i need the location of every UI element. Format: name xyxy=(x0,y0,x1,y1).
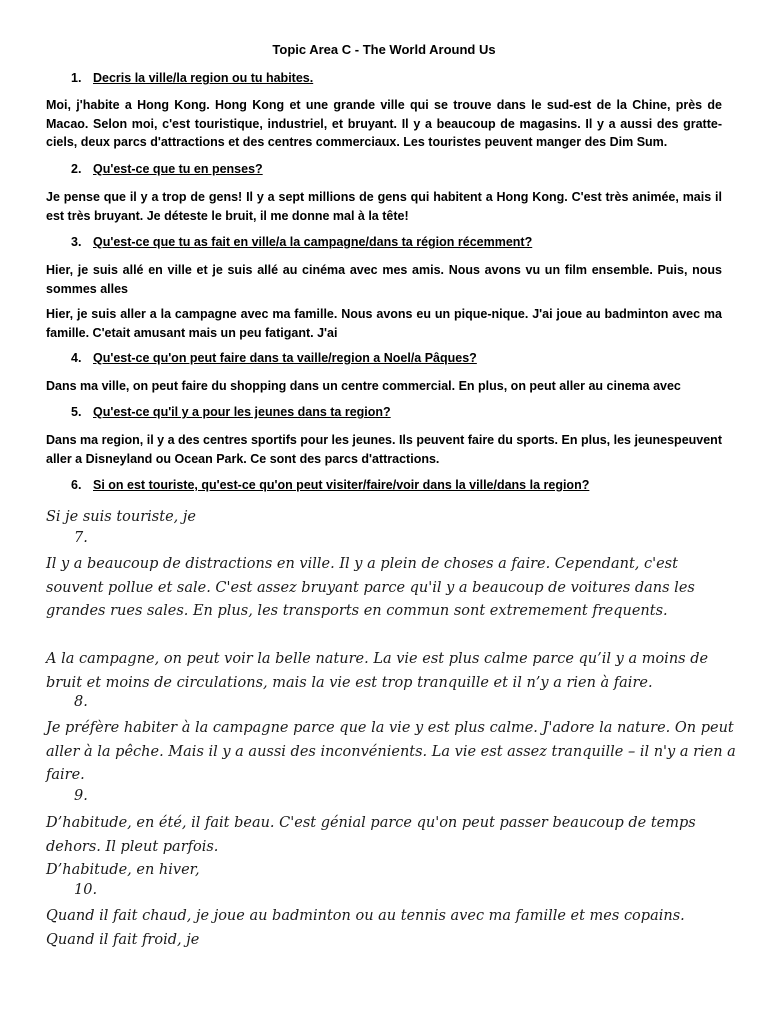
question-text: Qu'est-ce qu'il y a pour les jeunes dans ta region? xyxy=(93,405,391,419)
question-number: 2. xyxy=(71,162,82,176)
handwritten-number-7: 7. xyxy=(74,530,88,546)
handwritten-number-9: 9. xyxy=(74,788,88,804)
question-text: Qu'est-ce qu'on peut faire dans ta vaille/region a Noel/a Pâques? xyxy=(93,351,477,365)
question-text: Decris la ville/la region ou tu habites. xyxy=(93,71,314,85)
answer-4: Dans ma ville, on peut faire du shopping dans un centre commercial. En plus, on peut aller au cinema avec xyxy=(46,379,681,393)
handwritten-answer-9-paragraph-2: D’habitude, en hiver, xyxy=(46,862,200,878)
page-title: Topic Area C - The World Around Us xyxy=(272,42,496,57)
handwritten-answer-7-paragraph-2: A la campagne, on peut voir la belle nature. La vie est plus calme parce qu’il y a moins de bruit et moins de circulations, mais la vie est trop tranquille et il n’y a rien à faire. xyxy=(46,651,709,691)
handwritten-answer-7-paragraph-1: Il y a beaucoup de distractions en ville. Il y a plein de choses a faire. Cependant, c'est souvent pollue et sale. C'est assez bruyant parce qu'il y a beaucoup de voitures dans les grandes rues sales. En plus, les transports en commun sont extremement frequents. xyxy=(46,556,695,619)
answer-3-paragraph-2: Hier, je suis aller a la campagne avec ma famille. Nous avons eu un pique-nique. J'ai joue au badminton avec ma famille. C'etait amusant mais un peu fatigant. J'ai xyxy=(46,307,722,340)
question-6 xyxy=(71,478,589,492)
question-5 xyxy=(71,405,391,419)
question-2 xyxy=(71,162,263,176)
answer-3-paragraph-1: Hier, je suis allé en ville et je suis allé au cinéma avec mes amis. Nous avons vu un film ensemble. Puis, nous sommes alles xyxy=(46,263,722,296)
question-3 xyxy=(71,235,532,249)
question-4 xyxy=(71,351,477,365)
answer-2: Je pense que il y a trop de gens! Il y a sept millions de gens qui habitent a Hong Kong. C'est très animée, mais il est très bruyant. Je déteste le bruit, il me donne mal à la tête! xyxy=(46,190,722,223)
question-text: Qu'est-ce que tu en penses? xyxy=(93,162,263,176)
handwritten-number-10: 10. xyxy=(74,882,98,898)
question-number: 3. xyxy=(71,235,82,249)
handwritten-answer-8: Je préfère habiter à la campagne parce que la vie y est plus calme. J'adore la nature. On peut aller à la pêche. Mais il y a aussi des inconvénients. La vie est assez tranquille – il n'y a rien a faire. xyxy=(46,720,736,783)
handwritten-answer-9-paragraph-1: D’habitude, en été, il fait beau. C'est génial parce qu'on peut passer beaucoup de temps dehors. Il pleut parfois. xyxy=(46,815,696,855)
question-number: 5. xyxy=(71,405,82,419)
handwritten-answer-10: Quand il fait chaud, je joue au badminton ou au tennis avec ma famille et mes copains. Quand il fait froid, je xyxy=(46,908,685,948)
question-1 xyxy=(71,71,313,85)
question-number: 1. xyxy=(71,71,82,85)
answer-1: Moi, j'habite a Hong Kong. Hong Kong et une grande ville qui se trouve dans le sud-est de la Chine, près de Macao. Selon moi, c'est touristique, industriel, et bruyant. Il y a beaucoup de magasins. Il y a aussi des gratte-ciels, deux parcs d'attractions et des centres commerciaux. Les touristes peuvent manger des Dim Sum. xyxy=(46,98,722,149)
answer-5: Dans ma region, il y a des centres sportifs pour les jeunes. Ils peuvent faire du sports. En plus, les jeunespeuvent aller a Disneyland ou Ocean Park. Ce sont des parcs d'attractions. xyxy=(46,433,722,466)
question-number: 4. xyxy=(71,351,82,365)
question-number: 6. xyxy=(71,478,82,492)
question-text: Si on est touriste, qu'est-ce qu'on peut visiter/faire/voir dans la ville/dans la region? xyxy=(93,478,590,492)
question-text: Qu'est-ce que tu as fait en ville/a la campagne/dans ta région récemment? xyxy=(93,235,533,249)
handwritten-answer-6: Si je suis touriste, je xyxy=(46,509,196,525)
handwritten-number-8: 8. xyxy=(74,694,88,710)
